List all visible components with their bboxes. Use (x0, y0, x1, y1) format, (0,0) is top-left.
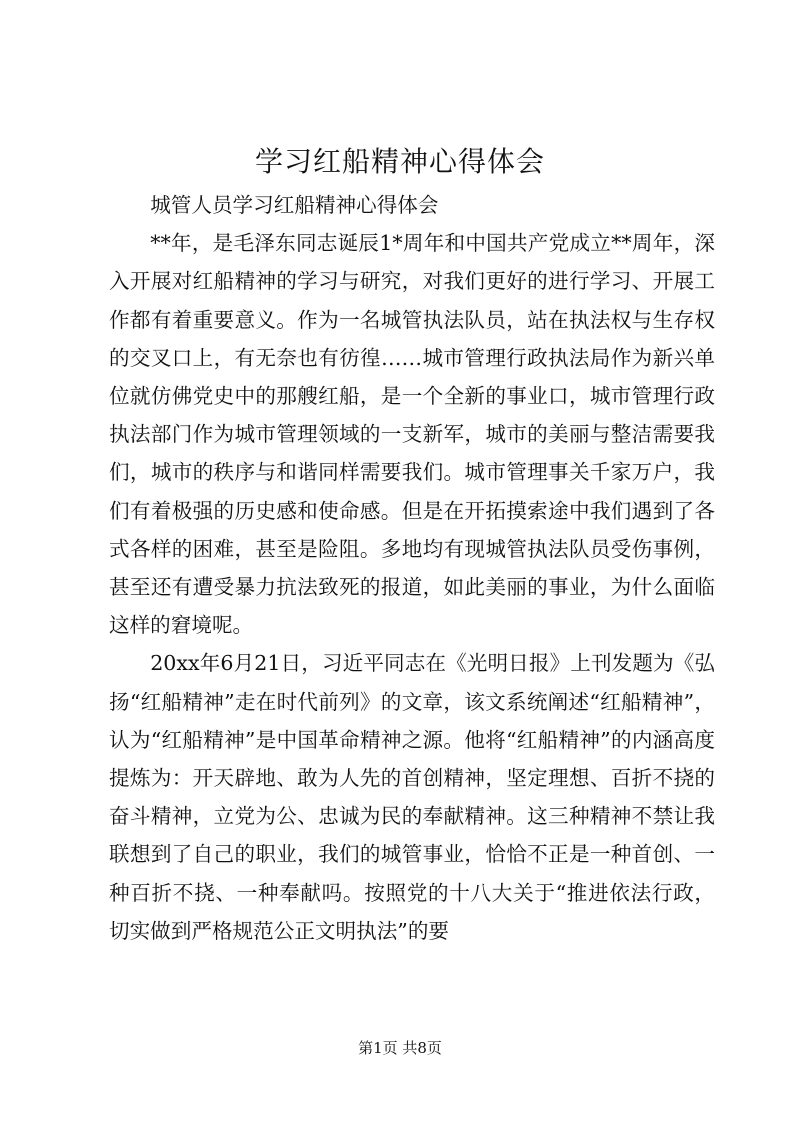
subtitle-paragraph: 城管人员学习红船精神心得体会 (150, 193, 439, 217)
body-paragraph: **年，是毛泽东同志诞辰1*周年和中国共产党成立**周年，深入开展对红船精神的学习与研究，对我们更好的进行学习、开展工作都有着重要意义。作为一名城管执法队员，站在执法权与生存权的交叉口上，有无奈也有彷徨……城市管理行政执法局作为新兴单位就仿佛党史中的那艘红船，是一个全新的事业口，城市管理行政执法部门作为城市管理领域的一支新军，城市的美丽与整洁需要我们，城市的秩序与和谐同样需要我们。城市管理事关千家万户，我们有着极强的历史感和使命感。但是在开拓摸索途中我们遇到了各式各样的困难，甚至是险阻。多地均有现城管执法队员受伤事例，甚至还有遭受暴力抗法致死的报道，如此美丽的事业，为什么面临这样的窘境呢。 (109, 231, 715, 638)
document-title: 学习红船精神心得体会 (254, 145, 545, 178)
page-footer: 第1页 共8页 (358, 1039, 442, 1057)
document-body (109, 186, 715, 950)
body-paragraph: 20xx年6月21日，习近平同志在《光明日报》上刊发题为《弘扬“红船精神”走在时代前列》的文章，该文系统阐述“红船精神”，认为“红船精神”是中国革命精神之源。他将“红船精神”的内涵高度提炼为：开天辟地、敢为人先的首创精神，坚定理想、百折不挠的奋斗精神，立党为公、忠诚为民的奉献精神。这三种精神不禁让我联想到了自己的职业，我们的城管事业，恰恰不正是一种首创、一种百折不挠、一种奉献吗。按照党的十八大关于“推进依法行政，切实做到严格规范公正文明执法”的要 (109, 651, 715, 943)
